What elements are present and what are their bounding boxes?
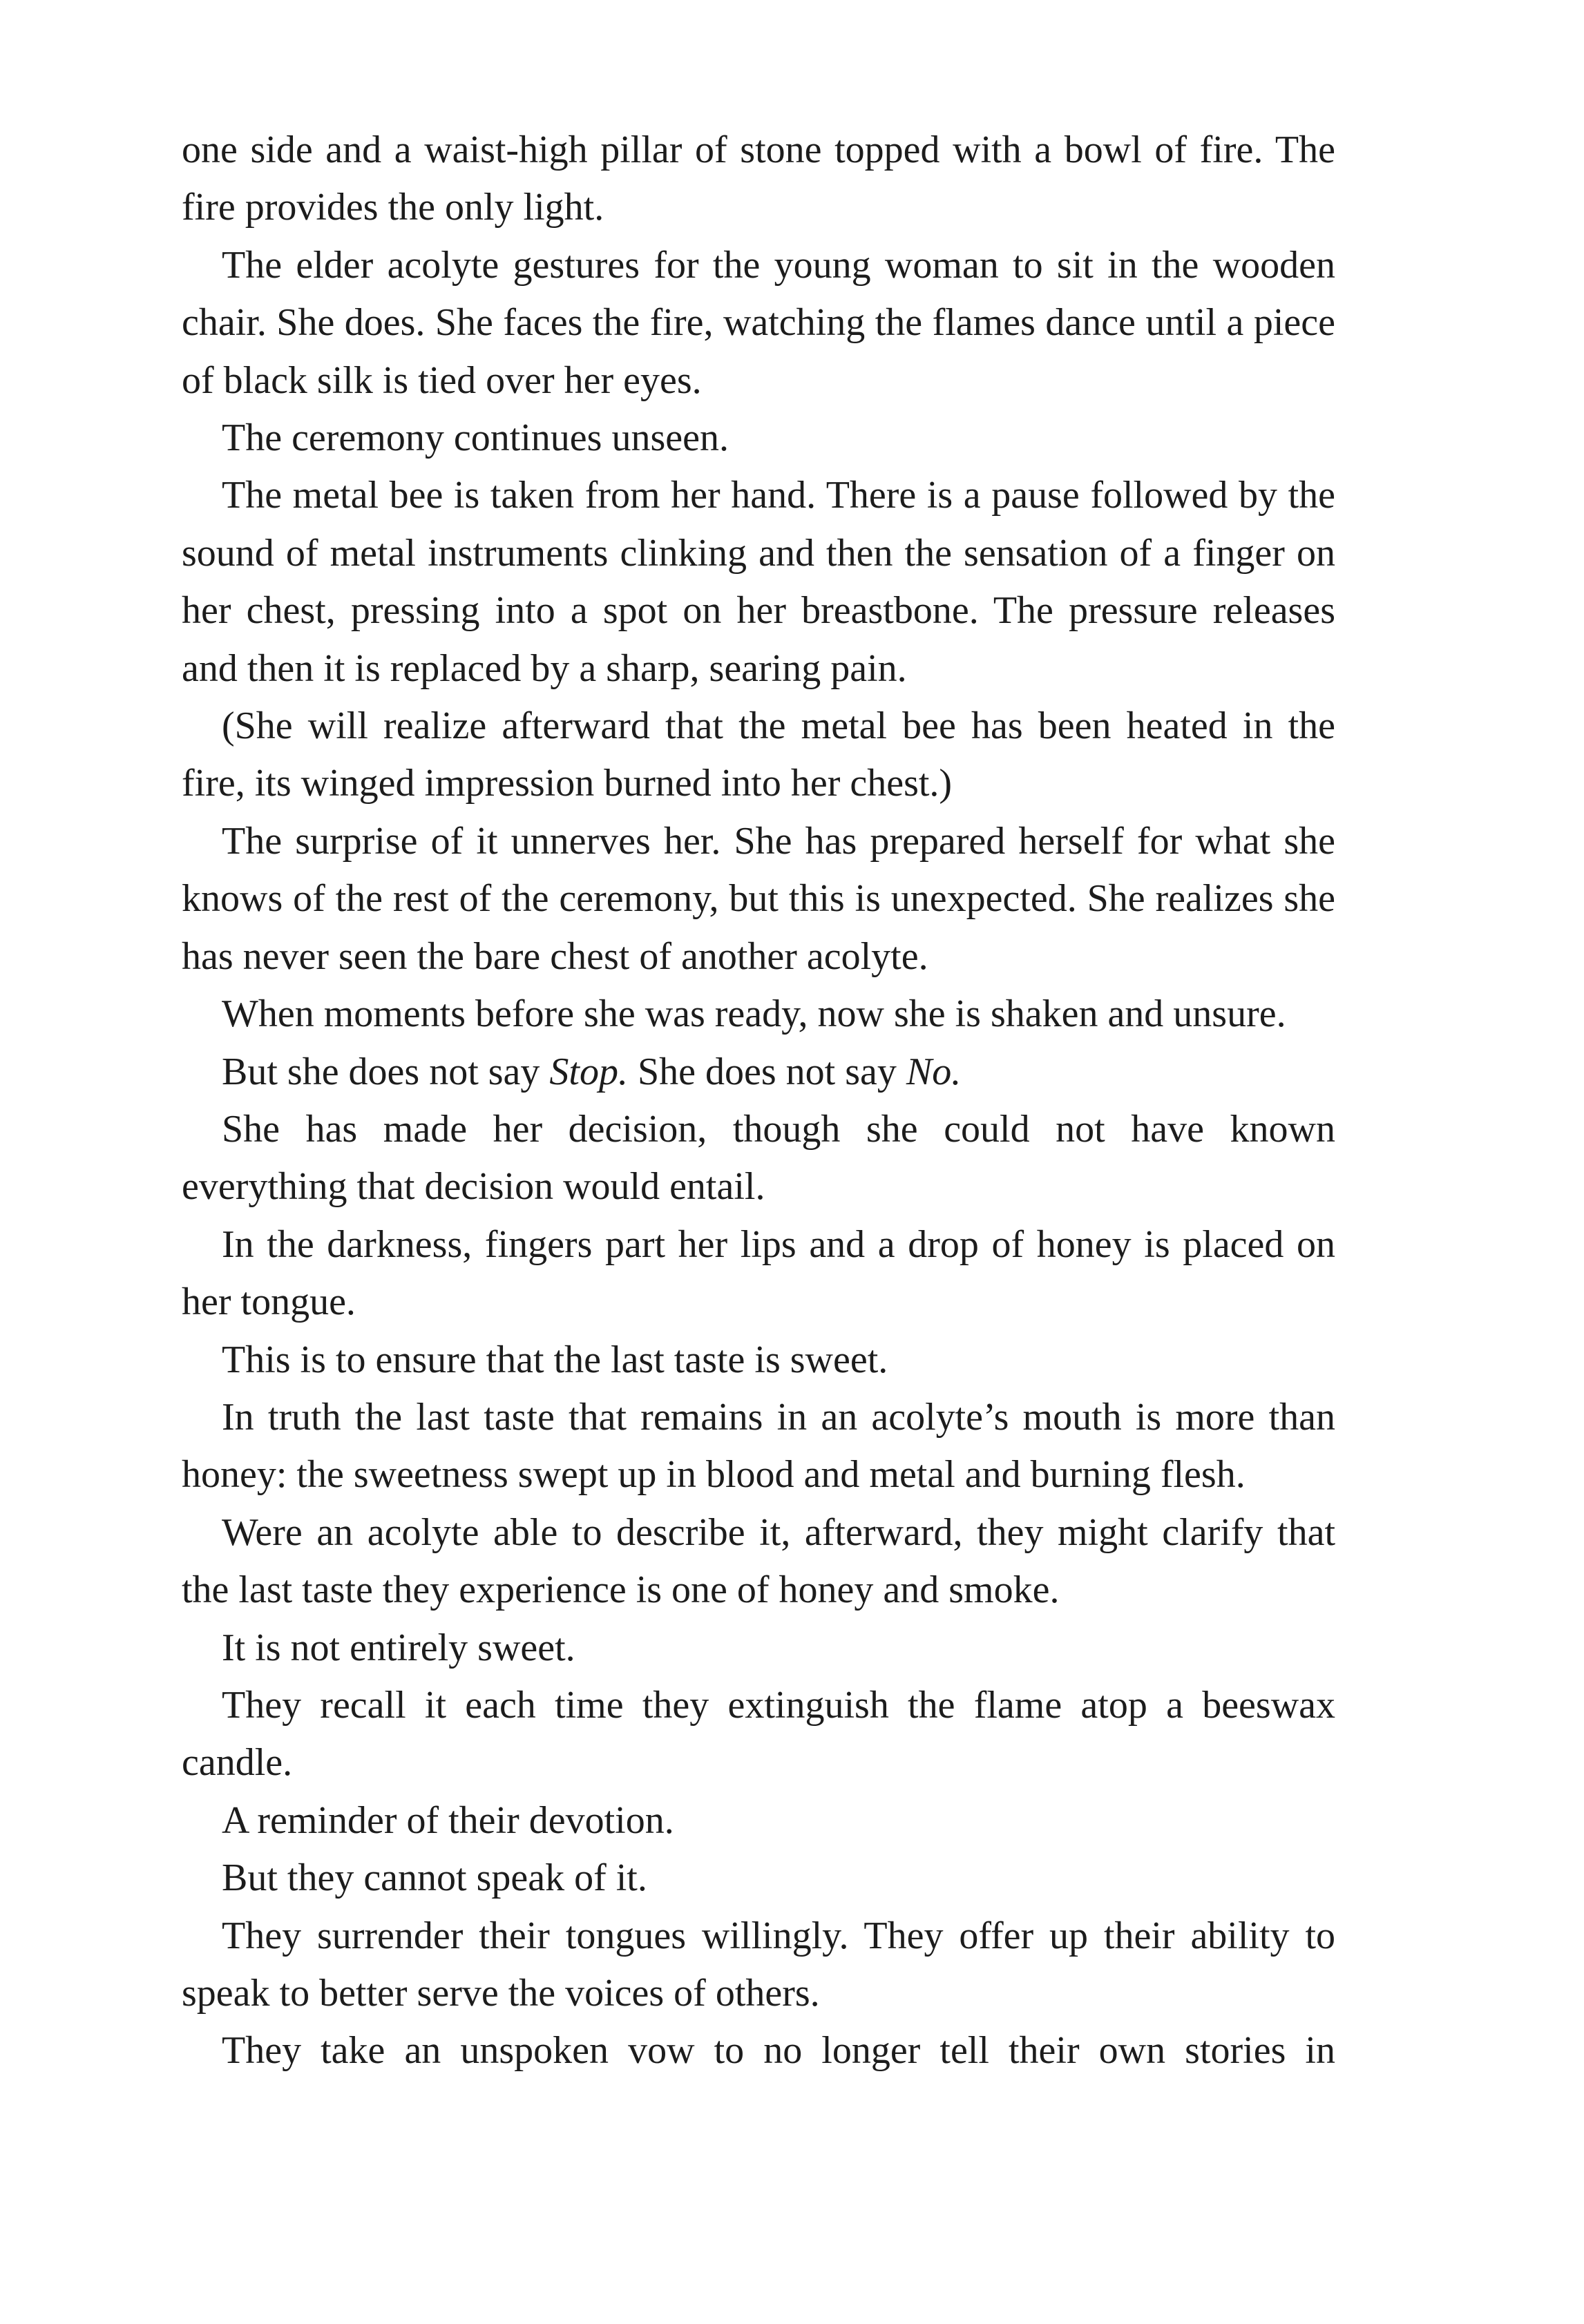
paragraph: The ceremony continues unseen.	[222, 416, 729, 460]
text-run: She does not say	[627, 1050, 906, 1093]
paragraph: (She will realize afterward that the metal bee has been heated in the fire, its winged impression burned into her chest.)	[182, 704, 1335, 805]
text-run: But she does not say	[222, 1050, 550, 1093]
paragraph: When moments before she was ready, now she is shaken and unsure.	[222, 992, 1286, 1036]
paragraph: In the darkness, fingers part her lips and a drop of honey is placed on her tongue.	[182, 1222, 1335, 1324]
paragraph: The surprise of it unnerves her. She has prepared herself for what she knows of the rest of the ceremony, but this is unexpected. She realizes she has never seen the bare chest of another acolyte.	[182, 819, 1335, 978]
paragraph: A reminder of their devotion.	[222, 1798, 674, 1842]
paragraph: They recall it each time they extinguish the flame atop a beeswax candle.	[182, 1683, 1335, 1785]
paragraph: But they cannot speak of it.	[222, 1856, 647, 1900]
paragraph: This is to ensure that the last taste is sweet.	[222, 1338, 888, 1381]
italic-word: Stop.	[549, 1050, 628, 1093]
paragraph: They surrender their tongues willingly. They offer up their ability to speak to better serve the voices of others.	[182, 1914, 1335, 2015]
paragraph: It is not entirely sweet.	[222, 1626, 575, 1669]
paragraph: Were an acolyte able to describe it, afterward, they might clarify that the last taste they experience is one of honey and smoke.	[182, 1510, 1335, 1612]
italic-word: No.	[906, 1050, 962, 1093]
paragraph: They take an unspoken vow to no longer tell their own stories in	[222, 2029, 1335, 2073]
paragraph: In truth the last taste that remains in an acolyte’s mouth is more than honey: the sweetness swept up in blood and metal and burning flesh.	[182, 1395, 1335, 1497]
paragraph: The metal bee is taken from her hand. There is a pause followed by the sound of metal instruments clinking and then the sensation of a finger on her chest, pressing into a spot on her breastbone. The pressure releases and then it is replaced by a sharp, searing pain.	[182, 474, 1335, 690]
paragraph: The elder acolyte gestures for the young woman to sit in the wooden chair. She does. She faces the fire, watching the flames dance until a piece of black silk is tied over her eyes.	[182, 243, 1335, 402]
page-text	[182, 122, 1335, 2080]
paragraph: one side and a waist-high pillar of stone topped with a bowl of fire. The fire provides the only light.	[182, 128, 1335, 229]
paragraph	[182, 1044, 1335, 1101]
paragraph: She has made her decision, though she could not have known everything that decision would entail.	[182, 1107, 1335, 1209]
